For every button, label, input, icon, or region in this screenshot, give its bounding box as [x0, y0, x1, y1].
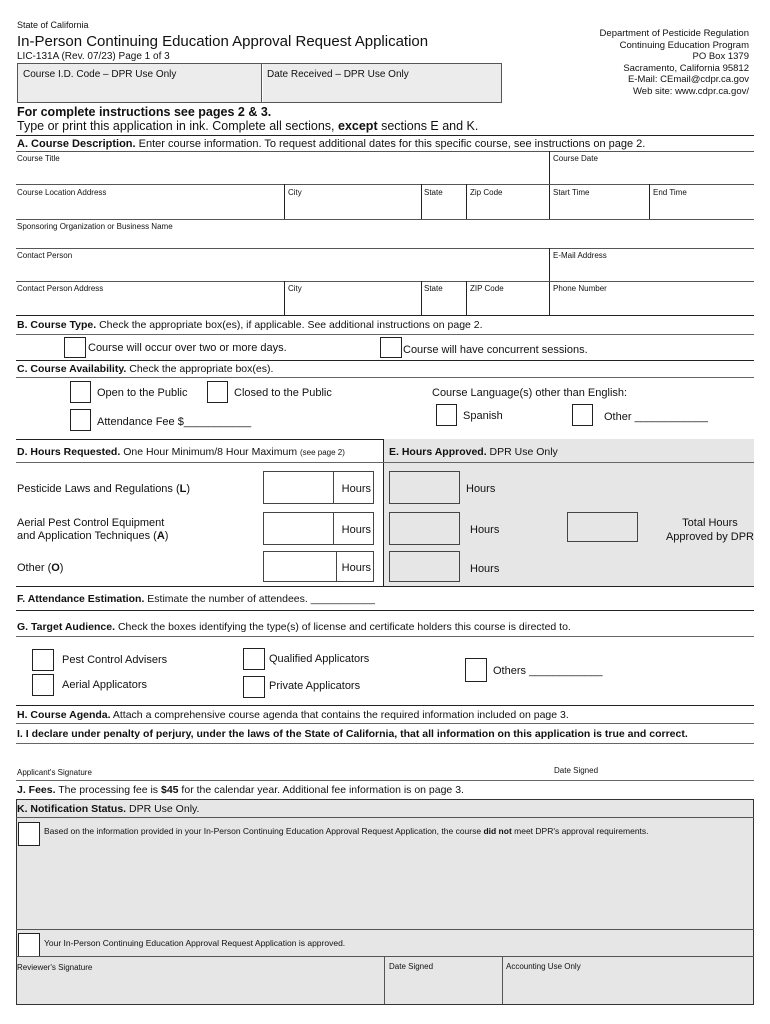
other-hours-input[interactable]: Hours	[263, 551, 374, 582]
others-field[interactable]: Others ____________	[493, 665, 603, 677]
attendance-fee-checkbox[interactable]	[70, 409, 91, 431]
course-date-field[interactable]: Course Date	[553, 154, 598, 163]
closed-public-label: Closed to the Public	[234, 387, 332, 399]
other-approved-input[interactable]	[389, 551, 460, 582]
reviewer-date-field[interactable]: Date Signed	[389, 962, 434, 971]
section-g-heading: G. Target Audience. Check the boxes identifying the type(s) of license and certificate holders this course is directed to.	[17, 621, 571, 633]
zip-field[interactable]: Zip Code	[470, 188, 503, 197]
course-id-field[interactable]: Course I.D. Code – DPR Use Only	[18, 64, 262, 102]
laws-hours-input[interactable]: Hours	[263, 471, 374, 504]
laws-approved-input[interactable]	[389, 471, 460, 504]
contact-city-field[interactable]: City	[288, 284, 302, 293]
approved-text: Your In-Person Continuing Education Approval Request Application is approved.	[44, 938, 346, 948]
section-a-heading: A. Course Description. Enter course information. To request additional dates for this specific course, see instructions on page 2.	[17, 138, 646, 150]
divider	[16, 315, 754, 316]
divider	[16, 586, 754, 587]
open-public-checkbox[interactable]	[70, 381, 91, 403]
other-approved-hours-label: Hours	[470, 563, 500, 575]
applicant-signature-field[interactable]: Applicant's Signature	[17, 768, 92, 777]
divider	[16, 334, 754, 335]
total-hours-input[interactable]	[567, 512, 638, 542]
concurrent-sessions-label: Course will have concurrent sessions.	[403, 344, 588, 356]
qa-label: Qualified Applicators	[269, 653, 370, 665]
section-j-heading: J. Fees. The processing fee is $45 for the calendar year. Additional fee information is on page 3.	[17, 784, 464, 796]
other-language-field[interactable]: Other ____________	[604, 411, 708, 423]
divider	[16, 184, 754, 185]
section-h-heading: H. Course Agenda. Attach a comprehensive course agenda that contains the required information included on page 3.	[17, 709, 569, 721]
concurrent-sessions-checkbox[interactable]	[380, 337, 402, 358]
section-e-heading: E. Hours Approved. DPR Use Only	[389, 446, 558, 458]
section-d-heading: D. Hours Requested. One Hour Minimum/8 Hour Maximum (see page 2)	[17, 446, 345, 458]
private-label: Private Applicators	[269, 680, 361, 692]
others-checkbox[interactable]	[465, 658, 487, 682]
aerial-approved-input[interactable]	[389, 512, 460, 545]
open-public-label: Open to the Public	[97, 387, 188, 399]
language-label: Course Language(s) other than English:	[432, 387, 628, 399]
end-time-field[interactable]: End Time	[653, 188, 687, 197]
divider	[16, 462, 754, 463]
section-f-heading: F. Attendance Estimation. Estimate the number of attendees. ___________	[17, 593, 375, 605]
spanish-label: Spanish	[463, 410, 503, 422]
course-location-field[interactable]: Course Location Address	[17, 188, 107, 197]
state-field[interactable]: State	[424, 188, 443, 197]
divider	[16, 929, 754, 930]
divider	[16, 135, 754, 136]
pca-checkbox[interactable]	[32, 649, 54, 671]
divider	[284, 281, 285, 315]
divider	[421, 281, 422, 315]
divider	[16, 723, 754, 724]
pca-label: Pest Control Advisers	[62, 654, 168, 666]
email-field[interactable]: E-Mail Address	[553, 251, 607, 260]
divider	[384, 956, 385, 1004]
section-b-heading: B. Course Type. Check the appropriate box(es), if applicable. See additional instructions on page 2.	[17, 319, 483, 331]
department-address: Department of Pesticide Regulation Continuing Education Program PO Box 1379 Sacramento, California 95812 E-Mail: CEmail@cdpr.ca.gov Web site: www.cdpr.ca.gov/	[599, 28, 749, 97]
aerial-label: Aerial Applicators	[62, 679, 147, 691]
divider	[16, 636, 754, 637]
instructions-heading: For complete instructions see pages 2 & 3.	[17, 105, 272, 119]
dpr-use-box	[17, 63, 502, 103]
divider	[16, 610, 754, 611]
aerial-equipment-label: Aerial Pest Control Equipment and Application Techniques (A)	[17, 517, 169, 542]
aerial-approved-hours-label: Hours	[470, 524, 500, 536]
divider	[16, 281, 754, 282]
multi-day-checkbox[interactable]	[64, 337, 86, 358]
divider	[421, 184, 422, 219]
divider	[549, 151, 550, 219]
divider	[502, 956, 503, 1004]
form-id: LIC-131A (Rev. 07/23) Page 1 of 3	[17, 51, 170, 62]
other-language-checkbox[interactable]	[572, 404, 593, 426]
qa-checkbox[interactable]	[243, 648, 265, 670]
sponsor-field[interactable]: Sponsoring Organization or Business Name	[17, 222, 173, 231]
divider	[16, 705, 754, 706]
divider	[466, 281, 467, 315]
total-hours-label: Total Hours Approved by DPR	[665, 517, 754, 543]
divider	[16, 360, 754, 361]
divider	[16, 743, 754, 744]
divider	[16, 151, 754, 152]
date-received-field[interactable]: Date Received – DPR Use Only	[263, 64, 501, 102]
contact-person-field[interactable]: Contact Person	[17, 251, 73, 260]
section-k-heading: K. Notification Status. DPR Use Only.	[17, 803, 200, 815]
accounting-field[interactable]: Accounting Use Only	[506, 962, 581, 971]
not-met-checkbox[interactable]	[18, 822, 40, 846]
approved-checkbox[interactable]	[18, 933, 40, 957]
divider	[16, 780, 754, 781]
divider	[649, 184, 650, 219]
start-time-field[interactable]: Start Time	[553, 188, 590, 197]
closed-public-checkbox[interactable]	[207, 381, 228, 403]
reviewer-signature-field[interactable]: Reviewer's Signature	[17, 963, 93, 972]
divider	[16, 219, 754, 220]
state-label: State of California	[17, 20, 89, 30]
contact-state-field[interactable]: State	[424, 284, 443, 293]
aerial-checkbox[interactable]	[32, 674, 54, 696]
divider	[466, 184, 467, 219]
other-hours-label: Other (O)	[17, 562, 64, 574]
divider	[16, 377, 754, 378]
laws-regulations-label: Pesticide Laws and Regulations (L)	[17, 483, 191, 495]
spanish-checkbox[interactable]	[436, 404, 457, 426]
phone-field[interactable]: Phone Number	[553, 284, 607, 293]
applicant-date-field[interactable]: Date Signed	[554, 766, 599, 775]
multi-day-label: Course will occur over two or more days.	[88, 342, 287, 354]
not-met-text: Based on the information provided in your In-Person Continuing Education Approval Request Application, the course did not meet DPR's approval requirements.	[44, 826, 649, 836]
contact-zip-field[interactable]: ZIP Code	[470, 284, 504, 293]
course-title-field[interactable]: Course Title	[17, 154, 60, 163]
aerial-hours-input[interactable]: Hours	[263, 512, 374, 545]
laws-approved-hours-label: Hours	[466, 483, 496, 495]
form-title: In-Person Continuing Education Approval Request Application	[17, 33, 429, 50]
divider	[16, 956, 754, 957]
instructions-text: Type or print this application in ink. Complete all sections, except sections E and K.	[17, 119, 479, 133]
divider	[16, 248, 754, 249]
private-checkbox[interactable]	[243, 676, 265, 698]
divider	[284, 184, 285, 219]
divider	[16, 817, 754, 818]
city-field[interactable]: City	[288, 188, 302, 197]
contact-address-field[interactable]: Contact Person Address	[17, 284, 104, 293]
declaration-text: I. I declare under penalty of perjury, under the laws of the State of California, that all information on this application is true and correct.	[17, 728, 688, 740]
attendance-fee-field[interactable]: Attendance Fee $___________	[97, 416, 252, 428]
section-c-heading: C. Course Availability. Check the appropriate box(es).	[17, 363, 274, 375]
